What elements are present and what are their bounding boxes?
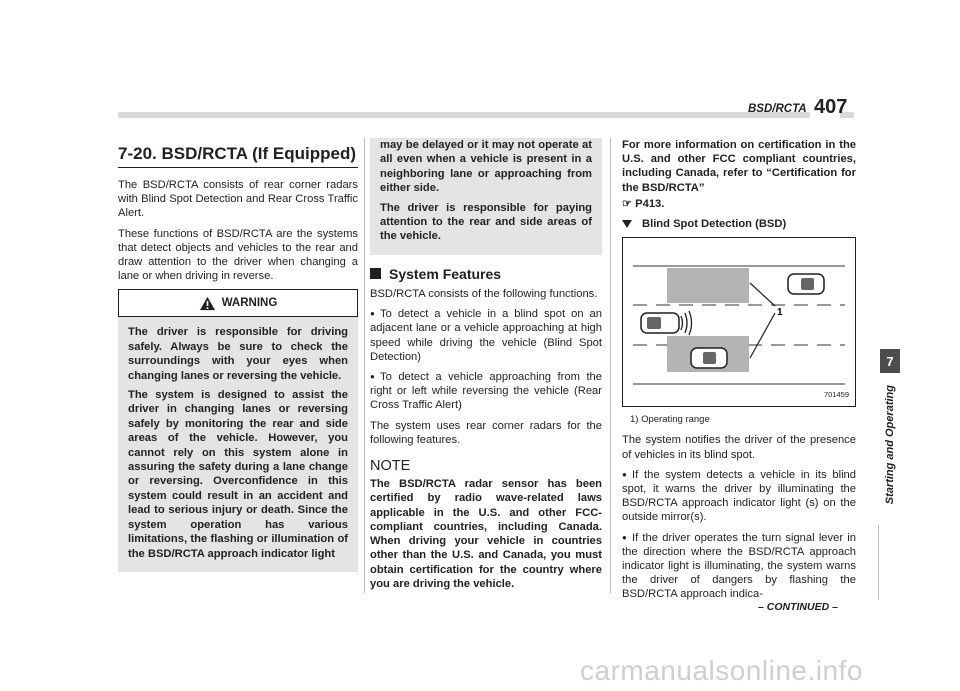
car-icon: [788, 274, 824, 294]
bsd-diagram: [622, 237, 856, 407]
note-heading: NOTE: [370, 458, 411, 475]
chapter-title: 7-20. BSD/RCTA (If Equipped): [118, 144, 358, 168]
figure-id: 701459: [823, 390, 849, 400]
feature-bullet-rcta: [370, 370, 602, 413]
features-intro: BSD/RCTA consists of the following functions.: [370, 288, 598, 301]
column-divider: [610, 138, 611, 593]
bsd-subheading: [622, 217, 856, 231]
section-heading: [370, 267, 602, 281]
bsd-description: The system notifies the driver of the presence of vehicles in its blind spot.: [622, 434, 856, 461]
bsd-bullet-1-text: If the system detects a vehicle in its blind spot, it warns the driver by illuminating the BSD/RCTA approach indicator light (s) on the outside mirror(s).: [622, 468, 856, 524]
car-icon: [691, 348, 727, 368]
intro-paragraph: The BSD/RCTA consists of rear corner radars with Blind Spot Detection and Rear Cross Traffic Alert.: [118, 179, 358, 220]
warning-box: [118, 289, 358, 572]
warning-continued-1: may be delayed or it may not operate at all even when a vehicle is present in a neighboring lane or approaching from either side.: [380, 139, 592, 195]
chapter-tab-text: Starting and Operating: [884, 385, 896, 505]
feature-bullet-rcta-text: To detect a vehicle approaching from the right or left while reversing the vehicle (Rear Cross Traffic Alert): [370, 371, 602, 412]
certification-info: For more information on certification in the U.S. and other FCC compliant countries, including Canada, refer to “Certification for the BSD/RCTA”: [622, 139, 856, 194]
chapter-tab: [880, 380, 900, 510]
warning-paragraph-1: The driver is responsible for driving safely. Always be sure to check the surroundings with your eyes when changing lanes or reversing the vehicle.: [128, 326, 348, 382]
warning-paragraph-2: The system is designed to assist the driver in changing lanes or reversing safely by monitoring the rear and side areas of the vehicle. However, you cannot rely on this system alone in assuring the safety during a lane change or reversing. Overconfidence in this system could result in an accident and lead to serious injury or death. Since the system operation has various limitations, the flashing or illumination of the BSD/RCTA approach indicator light: [128, 389, 348, 560]
bsd-bullet-2-text: If the driver operates the turn signal lever in the direction where the BSD/RCTA approach indicator light is illuminating, the system warns the driver of dangers by flashing the BSD/RCTA approach indica-: [622, 531, 856, 601]
operating-range-zone: [667, 268, 749, 303]
page-number: 407: [814, 96, 848, 118]
header-rule: [118, 112, 810, 118]
section-heading-text: System Features: [389, 265, 502, 282]
callout-label: 1: [777, 307, 783, 319]
reference-pointer-icon: ☞: [622, 197, 633, 210]
column-3: [622, 138, 856, 608]
chapter-tab-number: 7: [880, 349, 900, 373]
bullet-dot-icon: ●: [622, 532, 627, 542]
warning-continued-2: The driver is responsible for paying attention to the rear and side areas of the vehicle.: [380, 201, 592, 243]
bullet-dot-icon: ●: [370, 309, 375, 319]
reference-page: P413.: [635, 197, 665, 210]
feature-bullet-bsd-text: To detect a vehicle in a blind spot on an adjacent lane or a vehicle approaching at high speed while driving the vehicle (Blind Spot Detection): [370, 308, 602, 363]
warning-triangle-icon: [199, 296, 216, 311]
car-icon: [641, 313, 679, 333]
radar-uses-paragraph: The system uses rear corner radars for the following features.: [370, 419, 602, 446]
warning-header: [118, 289, 358, 317]
continued-label: – CONTINUED –: [758, 601, 838, 613]
warning-continued-box: [370, 138, 602, 255]
square-bullet-icon: [370, 268, 381, 279]
column-1: [118, 138, 358, 572]
bsd-bullet-2: [622, 531, 856, 602]
watermark: carmanualsonline.info: [580, 655, 863, 686]
functions-paragraph: These functions of BSD/RCTA are the systems that detect objects and vehicles to the rear and draw attention to the driver when changing a lane or when driving in reverse.: [118, 227, 358, 283]
feature-bullet-bsd: [370, 307, 602, 364]
page-reference: [622, 197, 856, 211]
bullet-dot-icon: ●: [370, 372, 375, 382]
running-section-title: BSD/RCTA: [748, 103, 807, 115]
warning-label: WARNING: [221, 297, 278, 310]
bsd-diagram-svg: [623, 238, 855, 406]
bsd-subheading-text: Blind Spot Detection (BSD): [642, 218, 787, 231]
bsd-bullet-1: [622, 468, 856, 525]
column-2: [370, 138, 602, 597]
bullet-dot-icon: ●: [622, 469, 627, 479]
figure-caption: 1) Operating range: [630, 414, 710, 426]
note-paragraph: The BSD/RCTA radar sensor has been certified by radio wave-related laws applicable in the U.S. and other FCC-compliant countries, including Canada. When driving your vehicle in countries other than the U.S. and Canada, you must obtain certification for the country where you are driving the vehicle.: [370, 478, 602, 590]
column-divider: [364, 138, 365, 593]
triangle-marker-icon: [622, 220, 632, 228]
chapter-tab-rule: [878, 525, 879, 600]
